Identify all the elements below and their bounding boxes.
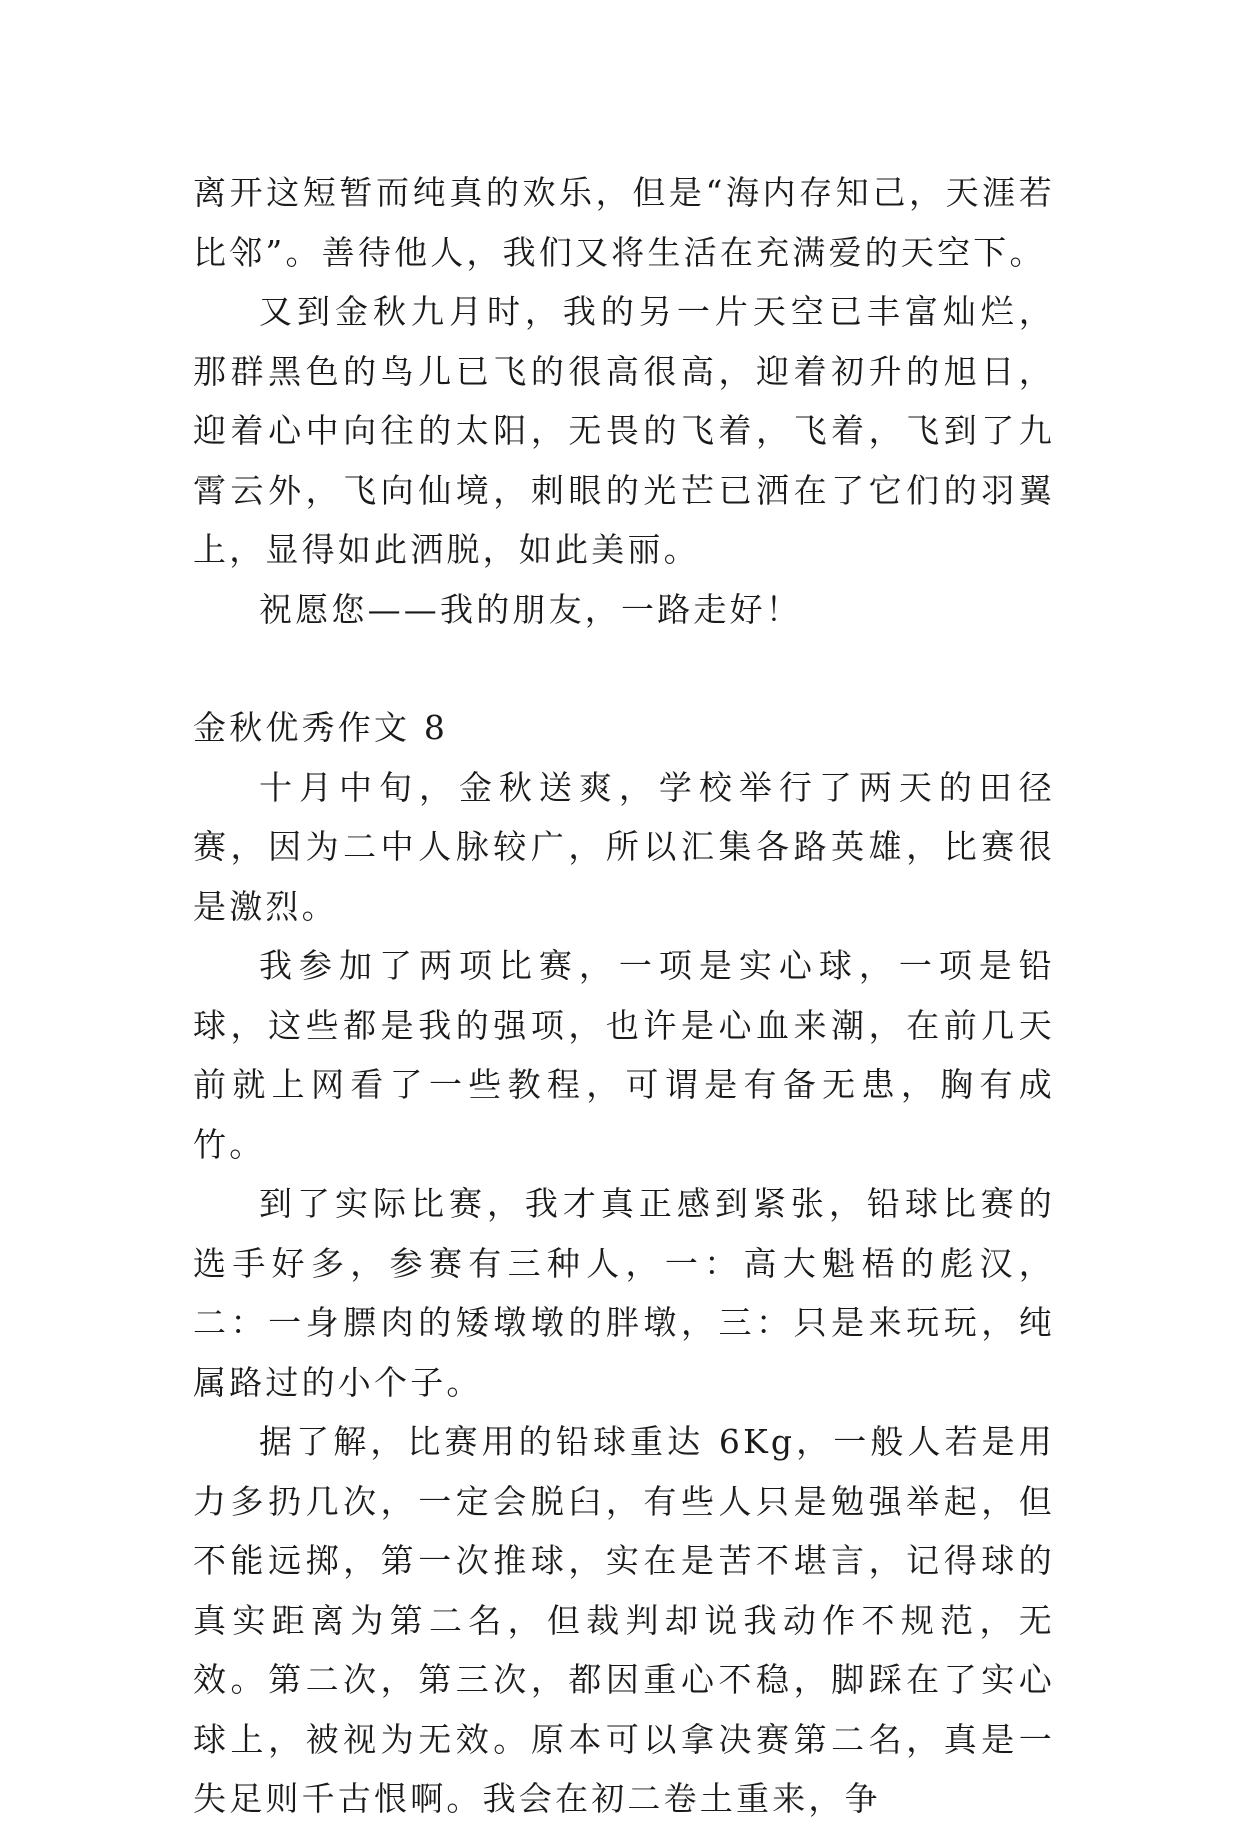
paragraph-farewell: 祝愿您——我的朋友，一路走好！ bbox=[259, 589, 802, 629]
paragraph-competitors: 到了实际比赛，我才真正感到紧张，铅球比赛的选手好多，参赛有三种人，一：高大魁梧的彪汉，二：一身膘肉的矮墩墩的胖墩，三：只是来玩玩，纯属路过的小个子。 bbox=[193, 1184, 1055, 1402]
paragraph-golden-autumn: 又到金秋九月时，我的另一片天空已丰富灿烂，那群黑色的鸟儿已飞的很高很高，迎着初升的旭日，迎着心中向往的太阳，无畏的飞着，飞着，飞到了九霄云外，飞向仙境，刺眼的光芒已洒在了它们的羽翼上，显得如此洒脱，如此美丽。 bbox=[193, 292, 1055, 569]
section-spacer bbox=[193, 639, 1055, 698]
section-title: 金秋优秀作文 8 bbox=[193, 708, 449, 747]
paragraph-shot-put: 据了解，比赛用的铅球重达 6Kg，一般人若是用力多扔几次，一定会脱臼，有些人只是勉强举起，但不能远掷，第一次推球，实在是苦不堪言，记得球的真实距离为第二名，但裁判却说我动作不规范，无效。第二次，第三次，都因重心不稳，脚踩在了实心球上，被视为无效。原本可以拿决赛第二名，真是一失足则千古恨啊。我会在初二卷土重来，争 bbox=[193, 1422, 1055, 1818]
paragraph-track-meet: 十月中旬，金秋送爽，学校举行了两天的田径赛，因为二中人脉较广，所以汇集各路英雄，比赛很是激烈。 bbox=[193, 767, 1055, 926]
paragraph-events: 我参加了两项比赛，一项是实心球，一项是铅球，这些都是我的强项，也许是心血来潮，在前几天前就上网看了一些教程，可谓是有备无患，胸有成竹。 bbox=[193, 946, 1055, 1164]
paragraph-continuation: 离开这短暂而纯真的欢乐，但是“海内存知己，天涯若比邻”。善待他人，我们又将生活在充满爱的天空下。 bbox=[193, 173, 1055, 272]
document-body bbox=[193, 163, 1055, 1829]
